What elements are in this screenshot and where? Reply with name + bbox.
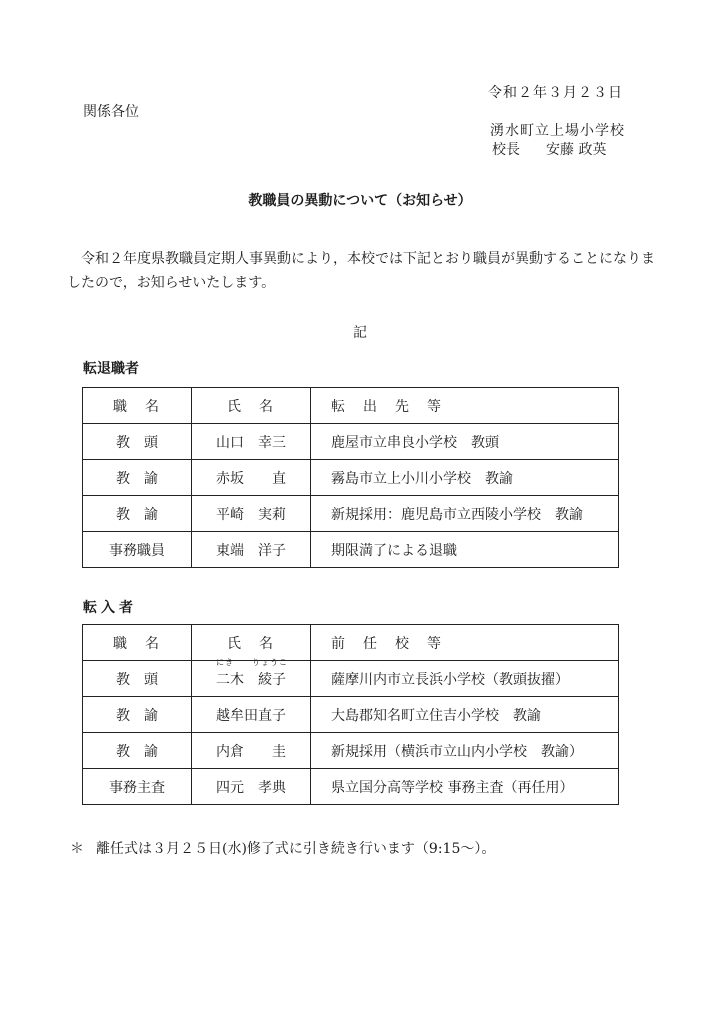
asterisk-mark: ＊ [70,841,84,857]
destination-cell: 鹿屋市立串良小学校 教頭 [311,424,619,460]
table-row [83,460,619,496]
name-text: 二木 綾子 [216,671,286,688]
table-row [83,496,619,532]
column-header: 職 名 [83,388,192,424]
previous-cell: 薩摩川内市立長浜小学校（教頭抜擢） [311,661,619,697]
ki-marker: 記 [353,325,367,341]
column-header: 前 任 校 等 [311,625,619,661]
table-row [83,424,619,460]
name-cell: 平崎 実莉 [192,496,311,532]
position-cell: 教 頭 [83,424,192,460]
position-cell: 教 諭 [83,460,192,496]
column-header: 職 名 [83,625,192,661]
table-row [83,661,619,697]
footnote-text: 離任式は３月２５日(水)修了式に引き続き行います（9:15～）。 [96,841,496,857]
departures-table [82,387,619,568]
name-cell: 内倉 圭 [192,733,311,769]
document-date: 令和２年３月２３日 [488,85,623,101]
principal [492,139,606,159]
table-header-row [83,388,619,424]
column-header: 転 出 先 等 [311,388,619,424]
previous-cell: 県立国分高等学校 事務主査（再任用） [311,769,619,805]
previous-cell: 新規採用（横浜市立山内小学校 教諭） [311,733,619,769]
destination-cell: 新規採用：鹿児島市立西陵小学校 教諭 [311,496,619,532]
position-cell: 教 諭 [83,496,192,532]
name-cell: 赤坂 直 [192,460,311,496]
recipients: 関係各位 [83,104,139,120]
body-paragraph: 令和２年度県教職員定期人事異動により，本校では下記とおり職員が異動することになりましたので，お知らせいたします。 [67,251,655,291]
table-row [83,769,619,805]
destination-cell: 期限満了による退職 [311,532,619,568]
table-header-row [83,625,619,661]
table-row [83,532,619,568]
column-header: 氏 名 [192,625,311,661]
footnote [70,838,495,858]
position-cell: 教 諭 [83,733,192,769]
name-ruby-reading: にき りょうこ [216,657,288,667]
name-cell [192,657,311,697]
position-cell: 事務職員 [83,532,192,568]
arrivals-heading: 転入者 [83,600,137,616]
name-cell: 東端 洋子 [192,532,311,568]
previous-cell: 大島郡知名町立住吉小学校 教諭 [311,697,619,733]
principal-name: 安藤 政英 [546,142,607,158]
table-row [83,697,619,733]
arrivals-table [82,624,619,805]
departures-heading: 転退職者 [83,361,139,377]
name-cell: 越牟田直子 [192,697,311,733]
document-title: 教職員の異動について（お知らせ） [248,193,472,209]
position-cell: 事務主査 [83,769,192,805]
body-text [67,247,657,295]
destination-cell: 霧島市立上小川小学校 教諭 [311,460,619,496]
position-cell: 教 諭 [83,697,192,733]
name-cell: 四元 孝典 [192,769,311,805]
table-row [83,733,619,769]
column-header: 氏 名 [192,388,311,424]
name-cell: 山口 幸三 [192,424,311,460]
name-with-ruby [216,657,288,689]
position-cell: 教 頭 [83,661,192,697]
school-name: 湧水町立上場小学校 [490,123,625,139]
principal-title: 校長 [492,142,520,158]
